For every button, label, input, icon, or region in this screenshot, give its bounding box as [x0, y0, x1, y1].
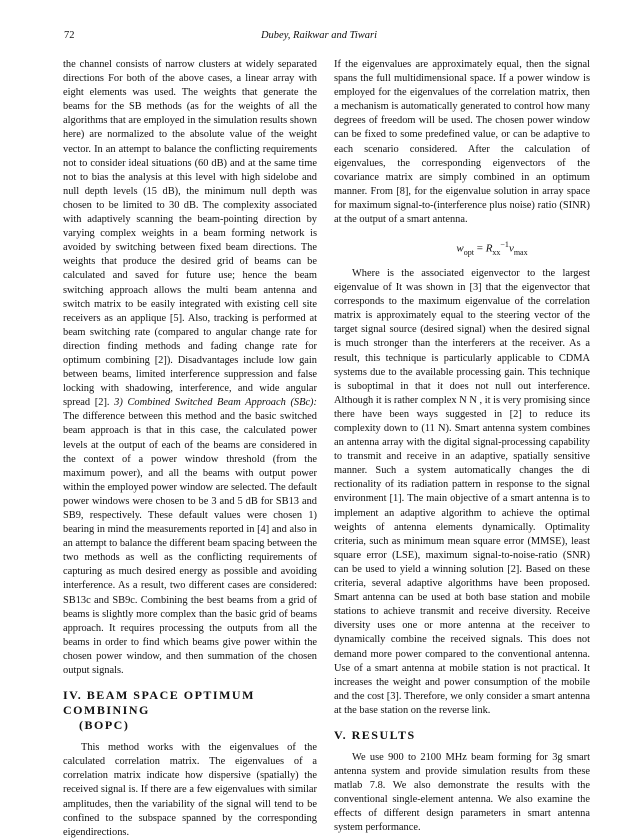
section-heading: [63, 688, 317, 733]
section-heading: V. RESULTS: [334, 727, 416, 742]
page-number: 72: [64, 30, 75, 41]
paragraph: We use 900 to 2100 MHz beam forming for 3g smart antenna system and provide simulation results from these matlab 7.8. We also demonstrate the results with the conventional single-element antenna. We also examine the effects of different design parameters in smart antenna system performance.: [334, 751, 590, 834]
left-column: [63, 58, 317, 840]
paragraph: Where is the associated eigenvector to the largest eigenvalue of It was shown in [3] that the eigenvector that corresponds to the maximum eigenvalue of the correlation matrix is approximately equal to the steering vector of the target signal source (desired signal) when the desired signal is much stronger than the interferers at the receiver. As a result, this technique is particularly applicable to CDMA systems due to the available processing gain. This technique is suboptimal in that it does not null out interference. Although it is rather complex N N , it is very promising since there have been ways suggested in [2] to reduce its complexity down to (11 N). Smart antenna system combines an antenna array with the digital signal-processing capability to transmit and receive in an adaptive, spatially sensitive manner. Such a system automatically changes the di rectionality of its radiation pattern in response to the signal environment [1]. The main objective of a smart antenna is to implement an adaptive algorithm to achieve the optimal weights of antenna elements dynamically. Optimality criteria, such as minimum mean square error (MMSE), least square error (LSE), maximum signal-to-noise-ratio (SNR) can be used to yield a winning solution [2]. Based on these criteria, several adaptive algorithms have been proposed. Smart antenna can be used at both base station and mobile stations to achieve transmit and receive diversity. Receive diversity uses one or more antenna at the receiver to dynamically combine the received signals. This does not demand more power compared to the conventional antenna. Use of a smart antenna at mobile station is not practical. It increases the weight and power consumption of the mobile and the cost [3]. Therefore, we only consider a smart antenna at the base station on the reverse link.: [334, 267, 590, 716]
equation: $w_{opt} = R_{xx}^{-1}v_{max}$: [456, 240, 528, 257]
page-header: [64, 30, 574, 44]
paragraph: This method works with the eigenvalues of the calculated correlation matrix. The eigenvalues of a correlation matrix indicate how dispersive (spatially) the received signal is. If there are a few eigenvalues with similar amplitudes, then the variability of the signal will tend to be confined to the subspace spanned by the corresponding eigendirections.: [63, 742, 317, 838]
running-title: Dubey, Raikwar and Tiwari: [260, 30, 378, 41]
section-heading-line1: IV. BEAM SPACE OPTIMUM COMBINING: [63, 688, 255, 718]
paragraph-text: The difference between this method and the basic switched beam approach is that in this case, the calculated power levels at the output of each of the beams are considered in the context of a power window threshold (from the maximum power), and all the beams with output power within the employed power window are selected. The default power windows were chosen to be 3 and 5 dB for SB13 and SB9, respectively. These default values were chosen 1) bearing in mind the measurements reported in [4] and also in an attempt to balance the different beam spacing between the two methods as well as the conflicting requirements of capturing as much desired energy as possible and avoiding interference. As a result, two different cases are considered: SB13c and SB9c. Combining the best beams from a grid of beams is slightly more complex than the basic grid of beams approach. It requires processing the outputs from all the beams in order to find which beams give power within the chosen power window, and then summation of the chosen output signals.: [63, 411, 318, 677]
paragraph: If the eigenvalues are approximately equal, then the signal spans the full multidimensional space. If a power window is employed for the eigenvalues of the correlation matrix, then a mechanism is automatically generated to control how many degrees of freedom will be used. The chosen power window can be fixed to some predefined value, or can be adaptive to each scenario considered. After the calculation of eigenvalues, the corresponding eigenvectors of the covariance matrix are simply combined in an optimum manner. From [8], for the eigenvalue solution in array space for maximum signal-to-(interference plus noise) ratio (SINR) at the output of a smart antenna.: [334, 59, 590, 226]
paragraph: [63, 58, 317, 678]
subsection-title: 3) Combined Switched Beam Approach (SBc):: [114, 397, 317, 409]
right-column: [334, 58, 590, 836]
section-heading-line2: (BOPC): [79, 718, 130, 733]
paragraph-text: the channel consists of narrow clusters at widely separated directions For both of the above cases, a linear array with eight elements was used. The weights that generate the beams for the SB methods (as for the weights of all the algorithms that are employed in the simulation results shown here) are normalized to the absolute value of the weight vector. In an attempt to balance the conflicting requirements not to consider ideal situations (60 dB) and at the same time not to bias the analysis at this level with high sidelobe and null depth levels (15 dB), the minimum null depth was chosen to be limited to 30 dB. The complexity associated with adaptively scanning the beam-pointing direction by varying complex weights in a beam forming network is avoided by switching between fixed beam directions. The weights that produce the desired grid of beams can be calculated and saved for future use; hence the beam switching approach allows the multi beam antenna and switch matrix to be easily integrated with existing cell site receivers as an applique [5]. Also, tracking is performed at beam switching rate (compared to angular change rate for direction finding methods and fading change rate for optimum combining [2]). Disadvantages include low gain between beams, limited interference suppression and false locking with shadowing, interference, and wide angular spread [2].: [63, 59, 317, 409]
